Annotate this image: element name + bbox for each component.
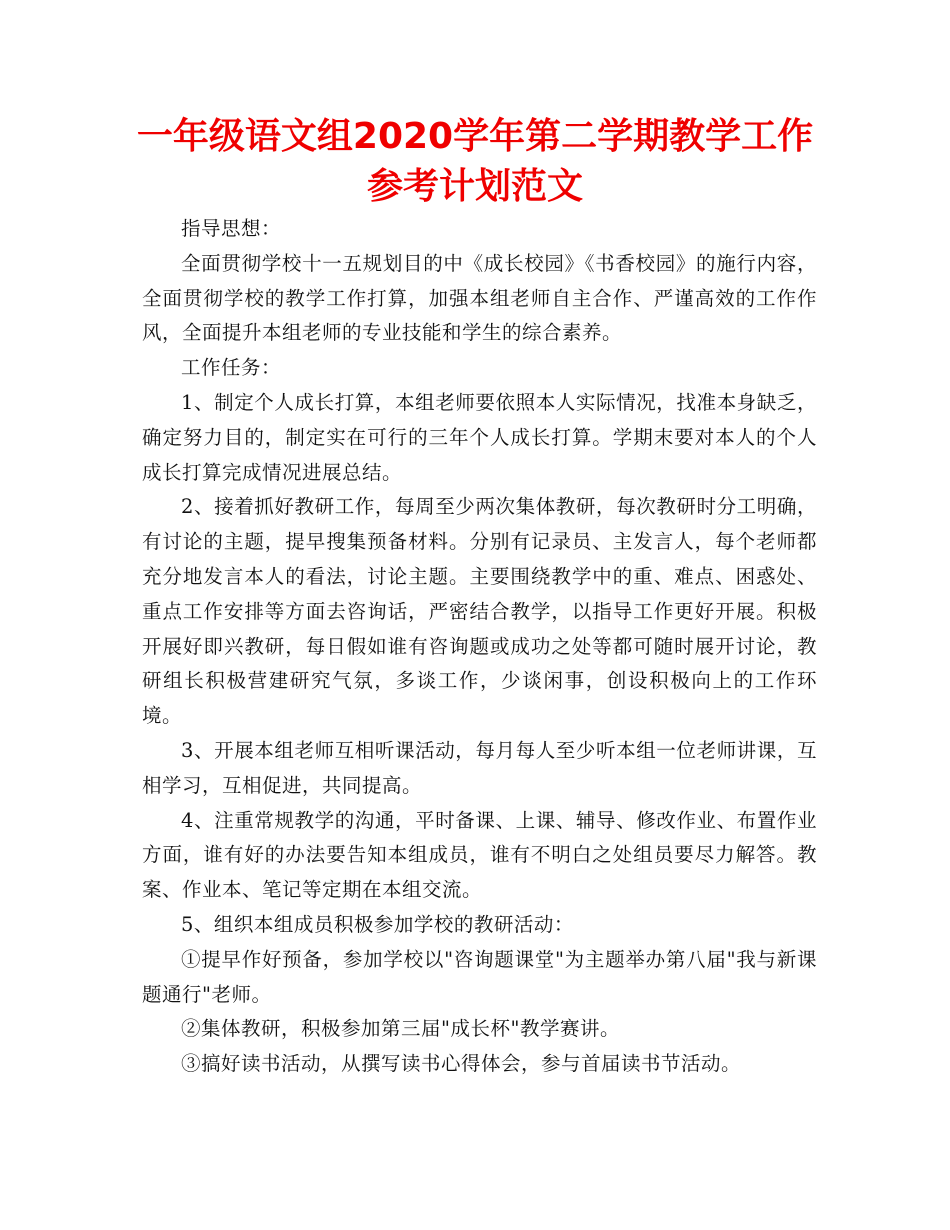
- heading-work-tasks: 工作任务：: [181, 356, 282, 380]
- paragraph-subtask-2: ②集体教研，积极参加第三届"成长杯"教学赛讲。: [181, 1017, 620, 1041]
- heading-guiding-thought: 指导思想：: [181, 217, 282, 240]
- paragraph-task-5: 5、组织本组成员积极参加学校的教研活动：: [181, 912, 574, 936]
- paragraph-task-2: 2、接着抓好教研工作，每周至少两次集体教研，每次教研时分工明确，有讨论的主题，提早搜集预备材料。分别有记录员、主发言人，每个老师都充分地发言本人的看法，讨论主题。主要围绕教学中的重、难点、困惑处、重点工作安排等方面去咨询话，严密结合教学，以指导工作更好开展。积极开展好即兴教研，每日假如谁有咨询题或成功之处等都可随时展开讨论，教研组长积极营建研究气氛，多谈工作，少谈闲事，创设积极向上的工作环境。: [142, 495, 817, 728]
- title-line-1: 一年级语文组2020学年第二学期教学工作: [136, 116, 814, 157]
- paragraph-task-3: 3、开展本组老师互相听课活动，每月每人至少听本组一位老师讲课，互相学习，互相促进，共同提高。: [142, 738, 817, 797]
- title-line-2: 参考计划范文: [366, 166, 583, 207]
- paragraph-task-4: 4、注重常规教学的沟通，平时备课、上课、辅导、修改作业、布置作业方面，谁有好的办法要告知本组成员，谁有不明白之处组员要尽力解答。教案、作业本、笔记等定期在本组交流。: [142, 808, 817, 902]
- paragraph-subtask-3: ③搞好读书活动，从撰写读书心得体会，参与首届读书节活动。: [181, 1052, 742, 1076]
- paragraph-task-1: 1、制定个人成长打算，本组老师要依照本人实际情况，找准本身缺乏，确定努力目的，制定实在可行的三年个人成长打算。学期末要对本人的个人成长打算完成情况进展总结。: [142, 390, 817, 484]
- paragraph-subtask-1: ①提早作好预备，参加学校以"咨询题课堂"为主题举办第八届"我与新课题通行"老师。: [142, 947, 817, 1006]
- document-body: [142, 212, 817, 1082]
- paragraph-guiding-thought: 全面贯彻学校十一五规划目的中《成长校园》《书香校园》的施行内容，全面贯彻学校的教学工作打算，加强本组老师自主合作、严谨高效的工作作风，全面提升本组老师的专业技能和学生的综合素养。: [142, 251, 817, 345]
- document-title: [120, 112, 830, 212]
